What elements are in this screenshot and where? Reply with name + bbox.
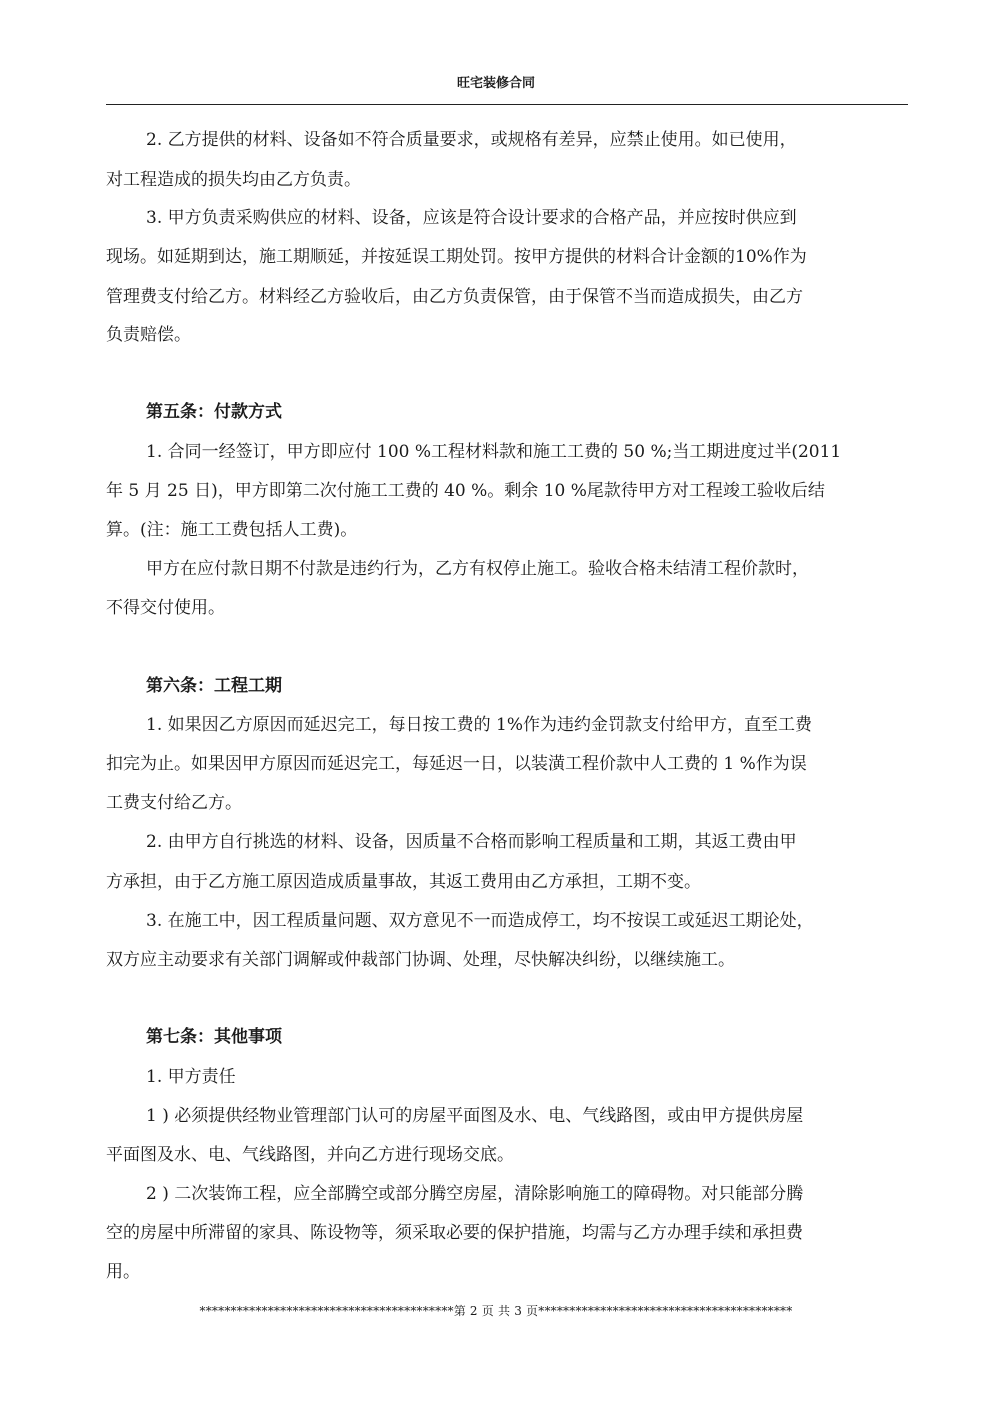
text-line: 扣完为止。如果因甲方原因而延迟完工，每延迟一日，以装潢工程价款中人工费的 1 %作为误 [106, 754, 807, 774]
text-line: 空的房屋中所滞留的家具、陈设物等，须采取必要的保护措施，均需与乙方办理手续和承担费 [106, 1223, 803, 1243]
text-line: 不得交付使用。 [106, 598, 225, 618]
text-line: 3. 在施工中，因工程质量问题、双方意见不一而造成停工，均不按误工或延迟工期论处， [146, 911, 814, 931]
text-line: 年 5 月 25 日)，甲方即第二次付施工工费的 40 %。剩余 10 %尾款待甲方对工程竣工验收后结 [106, 481, 825, 501]
document-header-title: 旺宅装修合同 [456, 76, 535, 91]
text-line: 1. 如果因乙方原因而延迟完工，每日按工费的 1%作为违约金罚款支付给甲方，直至工费 [146, 715, 812, 735]
text-line: 2. 由甲方自行挑选的材料、设备，因质量不合格而影响工程质量和工期，其返工费由甲 [146, 832, 797, 852]
text-line: 管理费支付给乙方。材料经乙方验收后，由乙方负责保管，由于保管不当而造成损失，由乙方 [106, 287, 803, 307]
text-line: 用。 [106, 1262, 140, 1282]
text-line: 工费支付给乙方。 [106, 793, 242, 813]
text-line: 算。(注：施工工费包括人工费)。 [106, 520, 358, 540]
text-line: 负责赔偿。 [106, 325, 191, 345]
text-line: 2 ) 二次装饰工程，应全部腾空或部分腾空房屋，清除影响施工的障碍物。对只能部分腾 [146, 1184, 804, 1204]
text-line: 对工程造成的损失均由乙方负责。 [106, 170, 361, 190]
text-line: 平面图及水、电、气线路图，并向乙方进行现场交底。 [106, 1145, 514, 1165]
section-heading-other: 第七条：其他事项 [146, 1027, 282, 1047]
section-heading-payment: 第五条：付款方式 [146, 402, 282, 422]
text-line: 3. 甲方负责采购供应的材料、设备，应该是符合设计要求的合格产品，并应按时供应到 [146, 208, 797, 228]
text-line: 1. 甲方责任 [146, 1067, 236, 1087]
text-line: 双方应主动要求有关部门调解或仲裁部门协调、处理，尽快解决纠纷，以继续施工。 [106, 950, 735, 970]
section-heading-schedule: 第六条：工程工期 [146, 676, 282, 696]
page-footer: *****************************************第 2 页 共 3 页***************************************** [199, 1304, 793, 1318]
text-line: 2. 乙方提供的材料、设备如不符合质量要求，或规格有差异，应禁止使用。如已使用， [146, 130, 797, 150]
text-line: 方承担，由于乙方施工原因造成质量事故，其返工费用由乙方承担，工期不变。 [106, 872, 701, 892]
text-line: 1. 合同一经签订，甲方即应付 100 %工程材料款和施工工费的 50 %;当工期进度过半(2011 [146, 442, 842, 462]
header-divider [106, 104, 908, 105]
text-line: 1 ) 必须提供经物业管理部门认可的房屋平面图及水、电、气线路图，或由甲方提供房屋 [146, 1106, 804, 1126]
text-line: 现场。如延期到达，施工期顺延，并按延误工期处罚。按甲方提供的材料合计金额的10%作为 [106, 247, 807, 267]
text-line: 甲方在应付款日期不付款是违约行为，乙方有权停止施工。验收合格未结清工程价款时， [146, 559, 809, 579]
